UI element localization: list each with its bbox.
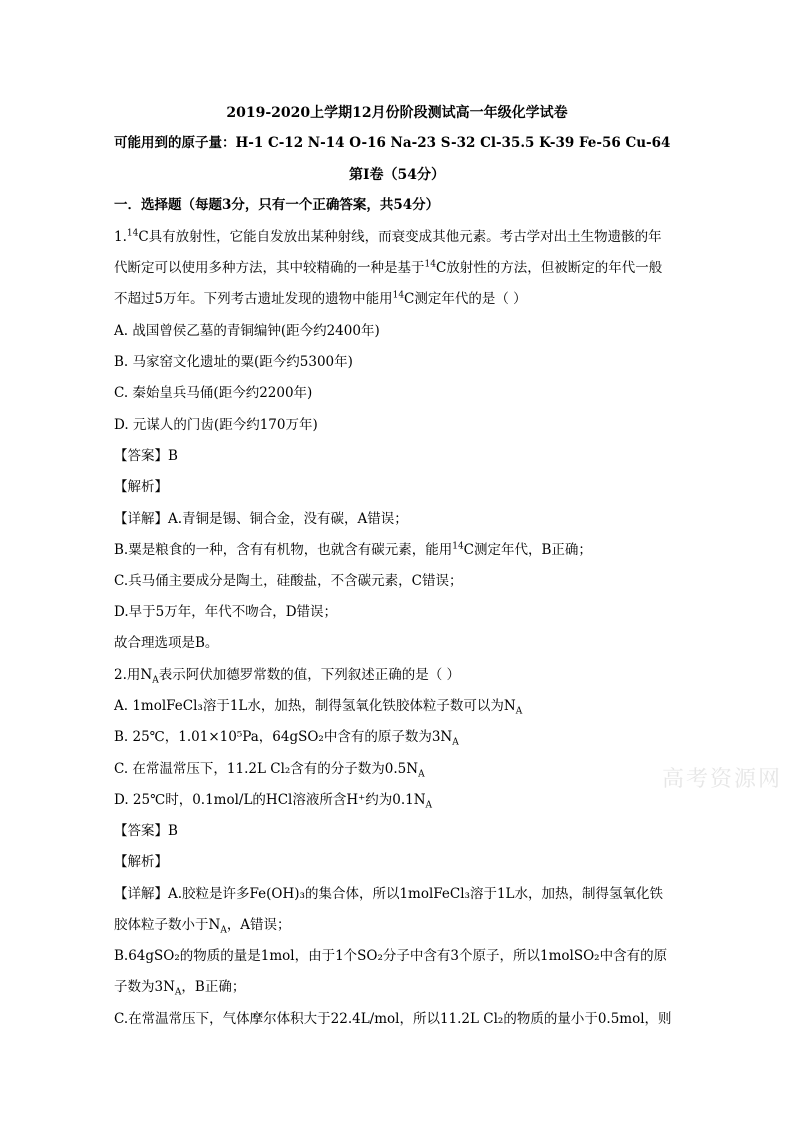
exam-title: 2019-2020上学期12月份阶段测试高一年级化学试卷 bbox=[226, 105, 568, 121]
q2-option-d: D. 25℃时，0.1mol/L的HCl溶液所含H⁺约为$0.1N_A$ bbox=[114, 792, 433, 811]
q2-detail-a-line1: 【详解】A.胶粒是许多Fe(OH)₃的集合体，所以1molFeCl₃溶于1L水，加热，制得氢氧化铁 bbox=[114, 886, 664, 902]
q2-detail-c-line1: C.在常温常压下，气体摩尔体积大于22.4L/mol，所以11.2L Cl₂的物质的量小于0.5mol，则 bbox=[114, 1011, 672, 1027]
q2-detail-b-line2: 子数为$3N_A$，B正确； bbox=[114, 979, 246, 998]
q1-detail-c: C.兵马俑主要成分是陶土，硅酸盐，不含碳元素，C错误； bbox=[114, 573, 463, 589]
q1-detail-a: 【详解】A.青铜是锡、铜合金，没有碳，A错误； bbox=[114, 511, 408, 527]
q1-analysis-label: 【解析】 bbox=[114, 479, 168, 495]
q2-option-b: B. 25℃，1.01×10⁵Pa，64gSO₂中含有的原子数为$3N_A$ bbox=[114, 729, 459, 748]
q1-answer: 【答案】B bbox=[114, 448, 178, 464]
q1-stem-line1: 1.14C具有放射性，它能自发放出某种射线，而衰变成其他元素。考古学对出土生物遗骸的年 bbox=[114, 228, 662, 245]
q1-stem-line3: 不超过5万年。下列考古遗址发现的遗物中能用$^{14}$C测定年代的是（ ） bbox=[114, 290, 527, 307]
q2-stem: 2.用$N_A$表示阿伏加德罗常数的值，下列叙述正确的是（ ） bbox=[114, 667, 460, 686]
q2-detail-b-line1: B.64gSO₂的物质的量是1mol，由于1个SO₂分子中含有3个原子，所以1molSO₂中含有的原 bbox=[114, 948, 668, 964]
q1-conclusion: 故合理选项是B。 bbox=[114, 635, 219, 651]
q1-stem-line2: 代断定可以使用多种方法，其中较精确的一种是基于$^{14}$C放射性的方法，但被断定的年代一般 bbox=[114, 259, 663, 276]
q1-detail-d: D.早于5万年，年代不吻合，D错误； bbox=[114, 604, 338, 620]
atomic-masses: 可能用到的原子量：H-1 C-12 N-14 O-16 Na-23 S-32 Cl-35.5 K-39 Fe-56 Cu-64 bbox=[114, 135, 671, 151]
q1-option-b: B. 马家窑文化遗址的粟(距今约5300年) bbox=[114, 354, 353, 370]
q2-answer: 【答案】B bbox=[114, 823, 178, 839]
q1-detail-b: B.粟是粮食的一种，含有有机物，也就含有碳元素，能用$^{14}$C测定年代，B正确； bbox=[114, 541, 592, 558]
part-title: 第Ⅰ卷（54分） bbox=[348, 167, 446, 183]
section-title: 一．选择题（每题3分，只有一个正确答案，共54分） bbox=[114, 197, 440, 213]
q1-option-d: D. 元谋人的门齿(距今约170万年) bbox=[114, 417, 318, 433]
q1-option-c: C. 秦始皇兵马俑(距今约2200年) bbox=[114, 385, 313, 401]
q2-analysis-label: 【解析】 bbox=[114, 854, 168, 870]
watermark: 高考资源网 bbox=[662, 767, 783, 792]
q1-option-a: A. 战国曾侯乙墓的青铜编钟(距今约2400年) bbox=[114, 323, 380, 339]
q2-option-a: A. 1molFeCl₃溶于1L水，加热，制得氢氧化铁胶体粒子数可以为$N_A$ bbox=[114, 698, 523, 717]
q2-detail-a-line2: 胶体粒子数小于$N_A$，A错误； bbox=[114, 917, 291, 936]
q2-option-c: C. 在常温常压下，11.2L Cl₂含有的分子数为$0.5N_A$ bbox=[114, 761, 425, 780]
